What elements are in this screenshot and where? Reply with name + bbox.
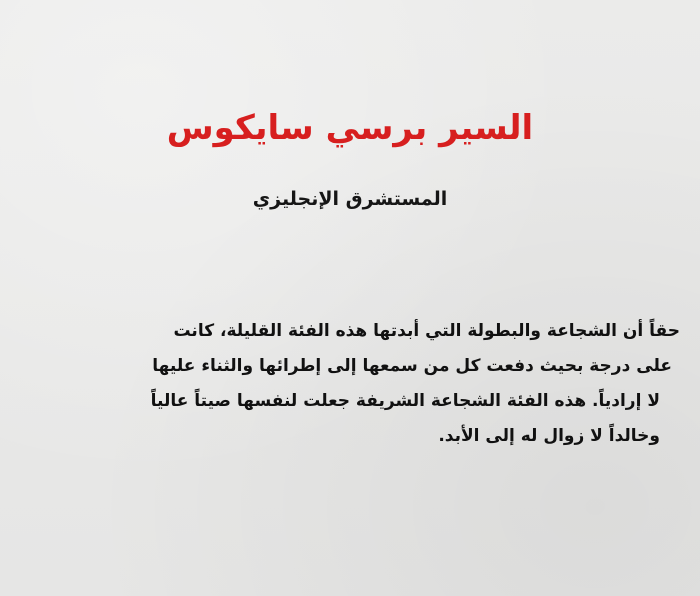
quote-paragraph <box>0 314 700 454</box>
paragraph-line: وخالداً لا زوال له إلى الأبد. <box>438 426 660 446</box>
document-title: السير برسي سايكوس <box>166 108 534 148</box>
paragraph-line: حقاً أن الشجاعة والبطولة التي أبدتها هذه الفئة القليلة، كانت <box>173 321 680 341</box>
paragraph-line: لا إرادياً. هذه الفئة الشجاعة الشريفة جعلت لنفسها صيتاً عالياً <box>150 391 660 411</box>
paragraph-line: على درجة بحيث دفعت كل من سمعها إلى إطرائها والثناء عليها <box>152 356 672 376</box>
document-subtitle: المستشرق الإنجليزي <box>252 188 448 210</box>
